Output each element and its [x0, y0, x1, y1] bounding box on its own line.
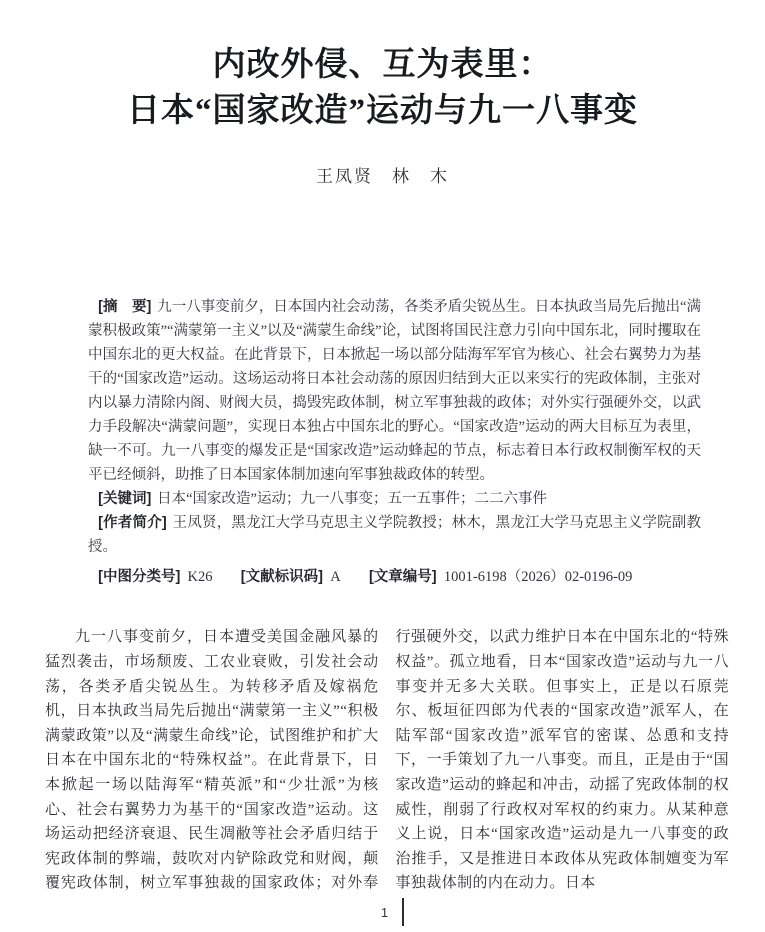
- article-id-group: [369, 569, 632, 585]
- document-code-label: [文献标识码]: [240, 569, 323, 586]
- keywords-paragraph: [88, 487, 701, 511]
- article-body: [45, 625, 729, 897]
- footer-divider-bar: [402, 898, 404, 926]
- article-title: [10, 42, 755, 134]
- author-bio-text: 王凤贤，黑龙江大学马克思主义学院教授；林木，黑龙江大学马克思主义学院副教授。: [88, 515, 701, 556]
- article-id-value: 1001-6198（2026）02-0196-09: [443, 569, 633, 586]
- page-number: 1: [380, 904, 389, 920]
- keywords-label: [关键词]: [98, 491, 152, 508]
- page-footer: [10, 898, 765, 926]
- clc-number-label: [中图分类号]: [98, 569, 181, 586]
- document-code-value: A: [330, 569, 341, 586]
- clc-number-group: [98, 569, 212, 585]
- author-bio-label: [作者简介]: [98, 515, 167, 532]
- document-code-group: [241, 569, 341, 585]
- author-bio-paragraph: [88, 511, 701, 559]
- classification-line: [88, 565, 701, 589]
- article-title-line2: 日本“国家改造”运动与九一八事变: [127, 93, 638, 130]
- article-authors: 王凤贤 林 木: [316, 167, 449, 187]
- abstract-paragraph: [88, 295, 701, 487]
- body-paragraph: 九一八事变前夕，日本遭受美国金融风暴的猛烈袭击，市场颓废、工农业衰败，引发社会动荡，各类矛盾尖锐丛生。为转移矛盾及嫁祸危机，日本执政当局先后抛出“满蒙第一主义”“积极满蒙政策”以及“满蒙生命线”论，试图维护和扩大日本在中国东北的“特殊权益”。在此背景下，日本掀起一场以陆海军“精英派”和“少壮派”为核心、社会右翼势力为基干的“国家改造”运动。这场运动把经济衰退、民生凋敝等社会矛盾归结于宪政体制的弊端，鼓吹对内铲除政党和财阀，颠覆宪政体制，树立军事独裁的国家政体；对外奉行强硬外交，以武力维护日本在中国东北的“特殊权益”。孤立地看，日本“国家改造”运动与九一八事变并无多大关联。但事实上，正是以石原莞尔、板垣征四郎为代表的“国家改造”派军人，在陆军部“国家改造”派军官的密谋、怂恿和支持下，一手策划了九一八事变。而且，正是由于“国家改造”运动的蜂起和冲击，动摇了宪政体制的权威性，削弱了行政权对军权的约束力。从某种意义上说，日本“国家改造”运动是九一八事变的政治推手，又是推进日本政体从宪政体制嬗变为军事独裁体制的内在动力。日本: [45, 629, 729, 892]
- abstract-label: [摘 要]: [98, 299, 152, 316]
- article-id-label: [文章编号]: [368, 569, 437, 586]
- article-meta-block: [88, 295, 701, 589]
- keywords-text: 日本“国家改造”运动；九一八事变；五一五事件；二二六事件: [157, 491, 547, 508]
- abstract-text: 九一八事变前夕，日本国内社会动荡，各类矛盾尖锐丛生。日本执政当局先后抛出“满蒙积极政策”“满蒙第一主义”以及“满蒙生命线”论，试图将国民注意力引向中国东北，同时攫取在中国东北的更大权益。在此背景下，日本掀起一场以部分陆海军军官为核心、社会右翼势力为基干的“国家改造”运动。这场运动将日本社会动荡的原因归结到大正以来实行的宪政体制，主张对内以暴力清除内阁、财阀大员，捣毁宪政体制，树立军事独裁的政体；对外实行强硬外交，以武力手段解决“满蒙问题”，实现日本独占中国东北的野心。“国家改造”运动的两大目标互为表里，缺一不可。九一八事变的爆发正是“国家改造”运动蜂起的节点，标志着日本行政权制衡军权的天平已经倾斜，助推了日本国家体制加速向军事独裁政体的转型。: [88, 299, 701, 484]
- article-title-line1: 内改外侵、互为表里：: [212, 47, 553, 83]
- clc-number-value: K26: [187, 569, 213, 586]
